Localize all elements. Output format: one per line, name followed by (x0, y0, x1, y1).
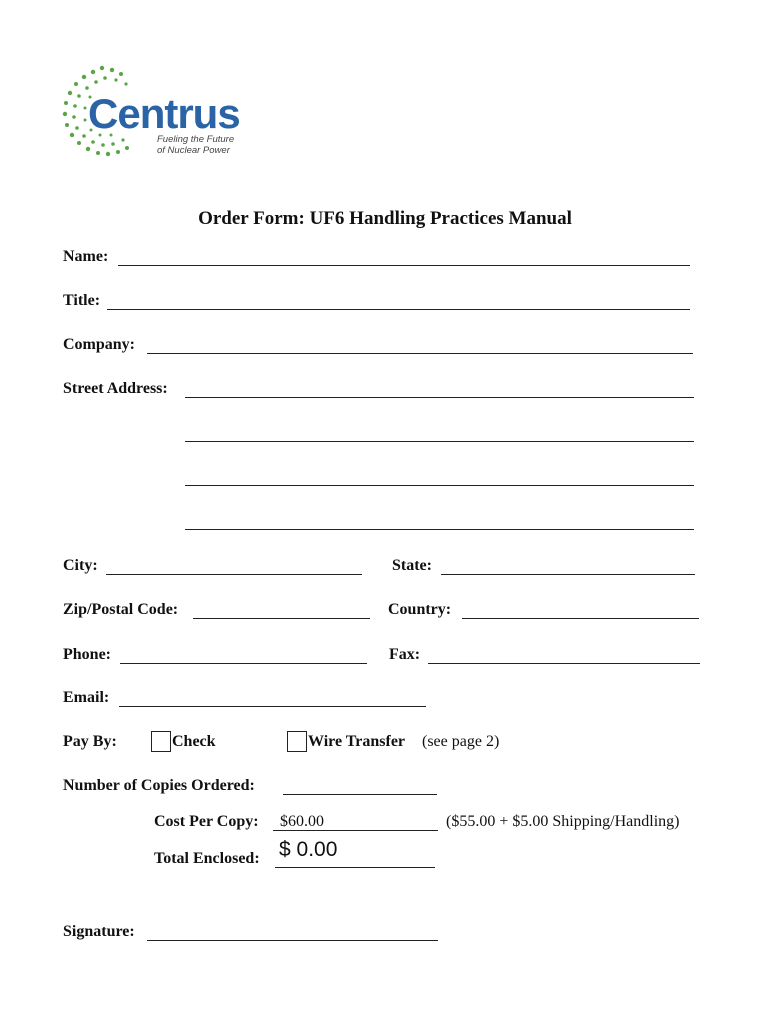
street-address-label: Street Address: (63, 380, 168, 397)
title-label: Title: (63, 292, 101, 309)
cost-per-copy-label: Cost Per Copy: (154, 813, 259, 830)
centrus-logo (60, 62, 240, 162)
copies-label: Number of Copies Ordered: (63, 777, 255, 794)
country-field[interactable] (462, 618, 699, 619)
logo-wordmark: Centrus (88, 90, 240, 137)
country-label: Country: (388, 601, 452, 618)
name-field[interactable] (118, 265, 690, 266)
cost-per-copy-value: $60.00 (280, 813, 324, 830)
fax-field[interactable] (428, 663, 700, 664)
email-label: Email: (63, 689, 110, 706)
street-address-line-1[interactable] (185, 397, 694, 398)
total-enclosed-value[interactable]: $ 0.00 (279, 838, 338, 861)
cost-note: ($55.00 + $5.00 Shipping/Handling) (446, 813, 680, 830)
wire-transfer-note: (see page 2) (422, 733, 500, 750)
street-address-line-3[interactable] (185, 485, 694, 486)
total-enclosed-label: Total Enclosed: (154, 850, 260, 867)
signature-label: Signature: (63, 923, 135, 940)
phone-label: Phone: (63, 646, 111, 663)
fax-label: Fax: (389, 646, 421, 663)
street-address-line-4[interactable] (185, 529, 694, 530)
title-field[interactable] (107, 309, 690, 310)
company-label: Company: (63, 336, 136, 353)
street-address-line-2[interactable] (185, 441, 694, 442)
zip-label: Zip/Postal Code: (63, 601, 179, 618)
check-label: Check (172, 733, 216, 750)
city-field[interactable] (106, 574, 362, 575)
zip-field[interactable] (193, 618, 370, 619)
signature-field[interactable] (147, 940, 438, 941)
email-field[interactable] (119, 706, 426, 707)
phone-field[interactable] (120, 663, 367, 664)
company-field[interactable] (147, 353, 693, 354)
total-enclosed-field (275, 867, 435, 868)
name-label: Name: (63, 248, 109, 265)
city-label: City: (63, 557, 98, 574)
cost-per-copy-field (273, 830, 438, 831)
state-field[interactable] (441, 574, 695, 575)
wire-transfer-label: Wire Transfer (308, 733, 406, 750)
logo-tagline: Fueling the Future of Nuclear Power (157, 134, 235, 156)
state-label: State: (392, 557, 432, 574)
check-checkbox[interactable] (151, 731, 171, 752)
pay-by-label: Pay By: (63, 733, 117, 750)
copies-field[interactable] (283, 794, 437, 795)
form-title: Order Form: UF6 Handling Practices Manual (198, 208, 572, 229)
wire-transfer-checkbox[interactable] (287, 731, 307, 752)
